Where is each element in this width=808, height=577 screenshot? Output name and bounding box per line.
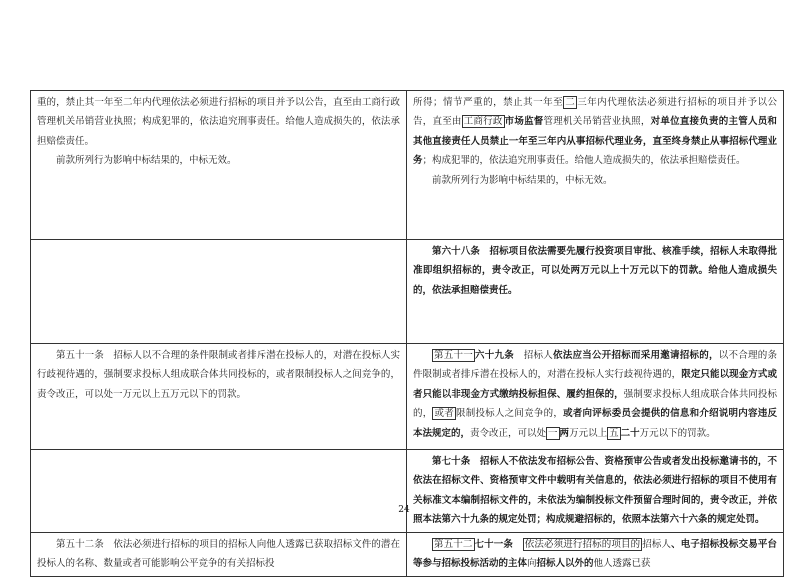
paragraph (413, 535, 777, 574)
added-text: 二十 (620, 427, 640, 439)
text-span: 强制要求投标人组成联合体共同投标的， (413, 388, 777, 420)
added-text: 、电子招标投标交易平台等参与招标投标活动的主体 (413, 539, 777, 570)
original-text-cell (31, 91, 407, 240)
added-text: 招标人以外的 (536, 558, 594, 570)
text-span: 招标人 (514, 350, 553, 361)
revised-text-cell (407, 344, 784, 450)
original-text-cell (31, 240, 407, 344)
table-row (31, 344, 784, 450)
table-row (31, 240, 784, 344)
table-row (31, 91, 784, 240)
revised-text-cell (407, 240, 784, 344)
deleted-text-box: 第五十二 (434, 539, 473, 550)
revised-text-cell (407, 450, 784, 533)
page-number: 24 (398, 505, 410, 515)
added-text: 市场监督 (504, 116, 544, 128)
text-span: 限制投标人之间竞争的， (455, 408, 564, 420)
added-paragraph: 第六十八条 招标项目依法需要先履行投资项目审批、核准手续，招标人未取得批准即组织招标的，责令改正，可以处两万元以上十万元以下的罚款。给他人造成损失的，依法承担赔偿责任。 (413, 246, 777, 296)
table-row (31, 533, 784, 577)
original-text-cell (31, 533, 407, 577)
deleted-text-box: 依法必须进行招标的项目的 (524, 539, 641, 550)
paragraph: 第五十一条 招标人以不合理的条件限制或者排斥潜在投标人的，对潜在投标人实行歧视待遇的，强制要求投标人组成联合体共同投标的，或者限制投标人之间竞争的，责令改正，可以处一万元以上五万元以下的罚款。 (37, 350, 400, 400)
paragraph: 前款所列行为影响中标结果的，中标无效。 (432, 174, 613, 186)
added-text: 或者向评标委员会提供的信息和介绍说明内容违反本法规定的， (413, 408, 777, 439)
revised-text-cell (407, 533, 784, 577)
deleted-text-box: 一 (548, 427, 558, 439)
text-span: 管理机关吊销营业执照， (543, 116, 651, 128)
text-span: 招标人 (642, 539, 672, 550)
original-text-cell (31, 450, 407, 533)
revised-text-cell (407, 91, 784, 240)
text-span: 三年内代理依法必须进行招标的项目并予以公告，直至由 (413, 97, 777, 128)
added-paragraph: 第七十条 招标人不依法发布招标公告、资格预审公告或者发出投标邀请书的，不依法在招标文件、资格预审文件中载明有关信息的，依法必须进行招标的项目不使用有关标准文本编制招标文件的，未依法为编制投标文件预留合理时间的，责令改正，并依照本法第六十九条的规定处罚；构成规避招标的，依照本法第六十六条的规定处罚。 (413, 456, 777, 526)
comparison-table (30, 90, 784, 577)
added-text: 对单位直接负责的主管人员和其他直接责任人员禁止一年至三年内从事招标代理业务，直至终身禁止从事招标代理业务 (413, 116, 777, 167)
added-text: 限定只能以现金方式或者只能以非现金方式缴纳投标担保、履约担保的， (413, 369, 777, 400)
text-span: 责令改正，可以处 (470, 427, 547, 439)
paragraph (413, 93, 777, 171)
text-span: 万元以上 (569, 427, 608, 439)
deleted-text-box: 第五十一 (434, 350, 473, 361)
deleted-text-box: 二 (565, 97, 576, 108)
deleted-text-box: 工商行政 (463, 116, 503, 128)
added-text: 七十一条 (474, 539, 514, 550)
text-span (513, 539, 523, 550)
paragraph: 第五十二条 依法必须进行招标的项目的招标人向他人透露已获取招标文件的潜在投标人的名称、数量或者可能影响公平竞争的有关招标投 (37, 539, 400, 570)
deleted-text-box: 或者 (434, 408, 454, 420)
original-text-cell (31, 344, 407, 450)
paragraph: 重的，禁止其一年至二年内代理依法必须进行招标的项目并予以公告，直至由工商行政管理机关吊销营业执照；构成犯罪的，依法追究刑事责任。给他人造成损失的，依法承担赔偿责任。 (37, 97, 400, 147)
text-span: 他人透露已获 (593, 558, 651, 570)
text-span: ；构成犯罪的，依法追究刑事责任。给他人造成损失的，依法承担赔偿责任。 (422, 155, 746, 167)
deleted-text-box: 五 (609, 427, 619, 439)
table-row (31, 450, 784, 533)
added-text: 依法应当公开招标而采用邀请招标的， (553, 350, 719, 361)
added-text: 两 (559, 427, 570, 439)
text-span: 所得；情节严重的，禁止其一年至 (413, 97, 564, 108)
text-span: 向 (527, 558, 537, 570)
added-text: 六十九条 (475, 350, 514, 361)
text-span: 万元以下的罚款。 (639, 427, 716, 439)
paragraph (413, 346, 777, 443)
paragraph: 前款所列行为影响中标结果的，中标无效。 (56, 155, 237, 167)
text-span: 以不合理的条件限制或者排斥潜在投标人的，对潜在投标人实行歧视待遇的， (413, 350, 777, 381)
